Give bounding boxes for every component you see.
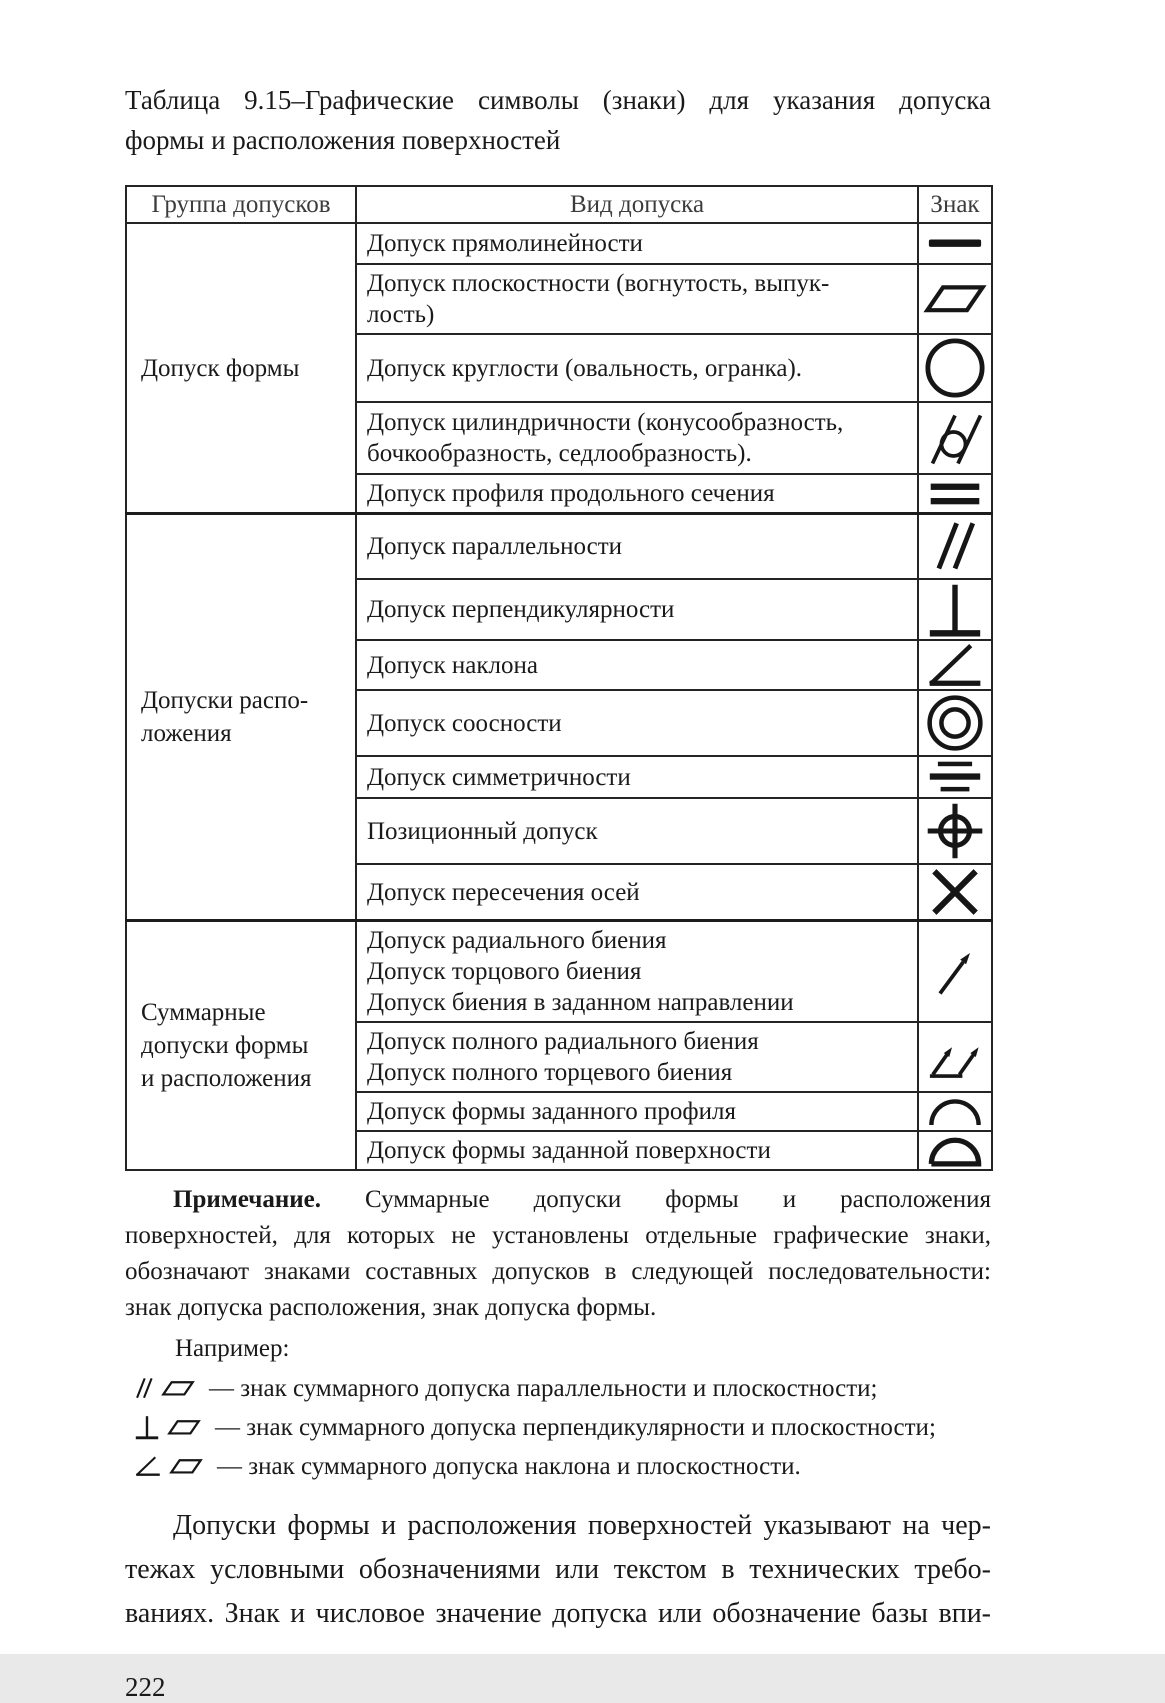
kind-line: Допуск соосности	[367, 709, 562, 737]
header-symbol-column: Знак	[918, 186, 992, 223]
example-text: — знак суммарного допуска параллельности и плоскостности;	[209, 1374, 878, 1402]
kind-line: Допуск наклона	[367, 651, 538, 679]
kind-cell	[356, 1022, 918, 1092]
table-caption-line1: Таблица 9.15–Графические символы (знаки) для указания допуска	[125, 85, 991, 115]
note-line	[125, 1182, 991, 1218]
symbol-cell	[918, 921, 992, 1023]
kind-line: Допуск формы заданной поверхности	[367, 1137, 771, 1165]
group-label-line: и расположения	[141, 1065, 312, 1093]
kind-cell	[356, 921, 918, 1023]
perpendicularity-icon	[928, 582, 982, 638]
kind-cell	[356, 474, 918, 514]
paragraph-line: ваниях. Знак и числовое значение допуска или обозначение базы впи-	[125, 1598, 991, 1630]
symbol-cell	[918, 798, 992, 864]
symmetry-icon	[928, 759, 982, 795]
symbol-cell	[918, 690, 992, 756]
kind-line: Допуск биения в заданном направлении	[367, 989, 794, 1017]
example-text: — знак суммарного допуска наклона и плоскостности.	[217, 1452, 801, 1480]
kind-line: Допуск цилиндричности (конусообразность,	[367, 409, 844, 436]
table-header	[126, 186, 992, 223]
group-cell	[126, 223, 356, 514]
note-line: обозначают знаками составных допусков в следующей последовательности:	[125, 1258, 991, 1286]
group-label-line: Суммарные	[141, 999, 266, 1027]
kind-cell	[356, 334, 918, 402]
kind-line: Допуск круглости (овальность, огранка).	[367, 354, 803, 382]
angularity-icon	[135, 1456, 161, 1476]
parallelism-icon	[135, 1377, 153, 1399]
symbol-cell	[918, 1022, 992, 1092]
group-cell	[126, 514, 356, 921]
kind-line: Допуск симметричности	[367, 763, 631, 791]
header-kind-column: Вид допуска	[356, 186, 918, 223]
concentricity-icon	[926, 694, 984, 752]
angularity-icon	[927, 643, 983, 687]
kind-cell	[356, 264, 918, 334]
example-line	[125, 1447, 991, 1486]
paragraph-line: тежах условными обозначениями или текстом в технических требо-	[125, 1554, 991, 1586]
kind-cell	[356, 1092, 918, 1131]
kind-cell	[356, 402, 918, 474]
note-line: поверхностей, для которых не установлены отдельные графические знаки,	[125, 1222, 991, 1250]
note-line: знак допуска расположения, знак допуска формы.	[125, 1294, 657, 1322]
symbol-cell	[918, 1092, 992, 1131]
group-label-line: Допуск формы	[141, 354, 300, 382]
flatness-icon	[168, 1420, 200, 1435]
table-header-row	[126, 186, 992, 223]
cylindricity-icon	[928, 411, 982, 465]
total-runout-icon	[924, 1034, 986, 1080]
kind-cell	[356, 864, 918, 921]
profile-surface-icon	[927, 1135, 983, 1167]
kind-line: Допуск полного радиального биения	[367, 1028, 759, 1056]
paragraph-line: Допуски формы и расположения поверхностей указывают на чер-	[173, 1510, 991, 1542]
symbol-cell	[918, 264, 992, 334]
kind-line: Допуск радиального биения	[367, 927, 667, 955]
table-row	[126, 921, 992, 1023]
flatness-icon	[162, 1381, 194, 1396]
example-line	[125, 1369, 991, 1408]
table-body	[126, 223, 992, 1170]
kind-line: Допуск торцового биения	[367, 958, 642, 986]
symbols-table	[125, 185, 993, 1171]
profile-longitudinal-icon	[928, 480, 982, 507]
kind-cell	[356, 579, 918, 641]
roundness-icon	[924, 337, 986, 399]
flatness-icon	[170, 1459, 202, 1474]
symbol-cell	[918, 223, 992, 264]
group-label-line: допуски формы	[141, 1032, 309, 1060]
profile-line-icon	[927, 1097, 983, 1127]
examples-intro: Например:	[175, 1335, 290, 1363]
flatness-icon	[925, 285, 985, 313]
kind-line: Допуск полного торцевого биения	[367, 1059, 733, 1087]
table-row	[126, 223, 992, 264]
kind-cell	[356, 514, 918, 579]
note-paragraph	[125, 1182, 991, 1326]
parallelism-icon	[934, 520, 976, 572]
perpendicularity-icon	[135, 1415, 159, 1440]
kind-line: Допуск формы заданного профиля	[367, 1098, 736, 1126]
kind-line: Допуск перпендикулярности	[367, 595, 675, 623]
runout-icon	[934, 947, 976, 997]
group-label-line: ложения	[141, 720, 232, 748]
kind-line: Допуск пересечения осей	[367, 878, 640, 906]
kind-cell	[356, 1131, 918, 1170]
note-text: Суммарные допуски формы и расположения	[365, 1186, 991, 1214]
kind-cell	[356, 756, 918, 798]
page-number: 222	[125, 1672, 166, 1703]
kind-cell	[356, 798, 918, 864]
table-row	[126, 514, 992, 579]
example-text: — знак суммарного допуска перпендикулярности и плоскостности;	[215, 1413, 936, 1441]
kind-cell	[356, 223, 918, 264]
symbol-cell	[918, 514, 992, 579]
straightness-icon	[927, 232, 983, 254]
symbol-cell	[918, 640, 992, 690]
table-caption	[125, 80, 991, 160]
page-content	[125, 80, 991, 1703]
note-label: Примечание.	[173, 1186, 322, 1214]
kind-line: Допуск параллельности	[367, 532, 623, 560]
kind-line: Позиционный допуск	[367, 817, 598, 845]
kind-line: лость)	[367, 301, 435, 328]
kind-line: Допуск плоскостности (вогнутость, выпук-	[367, 270, 830, 297]
body-paragraph	[125, 1504, 991, 1636]
symbol-cell	[918, 756, 992, 798]
kind-cell	[356, 690, 918, 756]
examples-list	[125, 1369, 991, 1486]
symbol-cell	[918, 334, 992, 402]
position-icon	[926, 802, 984, 860]
axes-intersection-icon	[930, 867, 980, 917]
header-group-column: Группа допусков	[126, 186, 356, 223]
kind-line: бочкообразность, седлообразность).	[367, 440, 752, 467]
kind-cell	[356, 640, 918, 690]
symbol-cell	[918, 474, 992, 514]
symbol-cell	[918, 1131, 992, 1170]
kind-line: Допуск профиля продольного сечения	[367, 480, 775, 507]
symbol-cell	[918, 402, 992, 474]
example-line	[125, 1408, 991, 1447]
group-label-line: Допуски распо-	[141, 687, 309, 715]
symbol-cell	[918, 579, 992, 641]
kind-line: Допуск прямолинейности	[367, 230, 643, 257]
table-caption-line2: формы и расположения поверхностей	[125, 125, 561, 155]
group-cell	[126, 921, 356, 1171]
symbol-cell	[918, 864, 992, 921]
